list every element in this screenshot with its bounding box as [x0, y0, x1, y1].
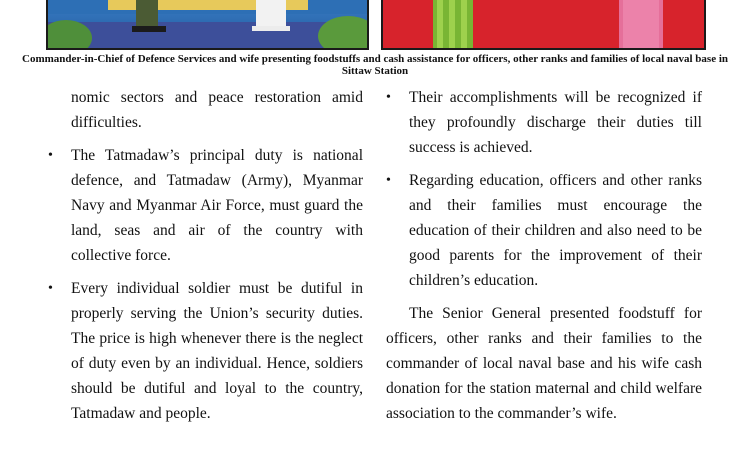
bullet-icon: •	[386, 90, 391, 105]
bullet-icon: •	[386, 173, 391, 188]
bullet-text: Regarding education, officers and other ranks and their families must encourage the education of their children and also need to be good parents for the improvement of their children’s education.	[409, 172, 702, 289]
bullet-text: The Tatmadaw’s principal duty is national defence, and Tatmadaw (Army), Myanmar Navy and Myanmar Air Force, must guard the land, seas and air of the country with collective force.	[71, 147, 363, 264]
photo-caption: Commander-in-Chief of Defence Services and wife presenting foodstuffs and cash assistance for officers, other ranks and families of local naval base in Sittaw Station	[22, 53, 728, 77]
bullet-item	[386, 85, 702, 160]
bullet-item	[386, 168, 702, 293]
bullet-text: Their accomplishments will be recognized if they profoundly discharge their duties till success is achieved.	[409, 89, 702, 156]
photo-left	[46, 0, 369, 50]
photo-right	[381, 0, 706, 50]
bullet-item	[48, 143, 363, 268]
right-column	[386, 85, 702, 426]
body-paragraph: The Senior General presented foodstuff for officers, other ranks and their families to the commander of local naval base and his wife cash donation for the station maternal and child welfare association to the commander’s wife.	[386, 305, 702, 422]
bullet-item	[48, 276, 363, 426]
bullet-icon: •	[48, 148, 53, 163]
photo-right-image	[383, 0, 706, 50]
photo-left-image	[48, 0, 369, 50]
bullet-icon: •	[48, 281, 53, 296]
continuation-text: nomic sectors and peace restoration amid difficulties.	[71, 89, 363, 131]
bullet-text: Every individual soldier must be dutiful in properly serving the Union’s security duties. The price is high whenever there is the neglect of duty even by an individual. Hence, soldiers should be dutiful and loyal to the country, Tatmadaw and people.	[71, 280, 363, 422]
left-column	[48, 85, 363, 434]
